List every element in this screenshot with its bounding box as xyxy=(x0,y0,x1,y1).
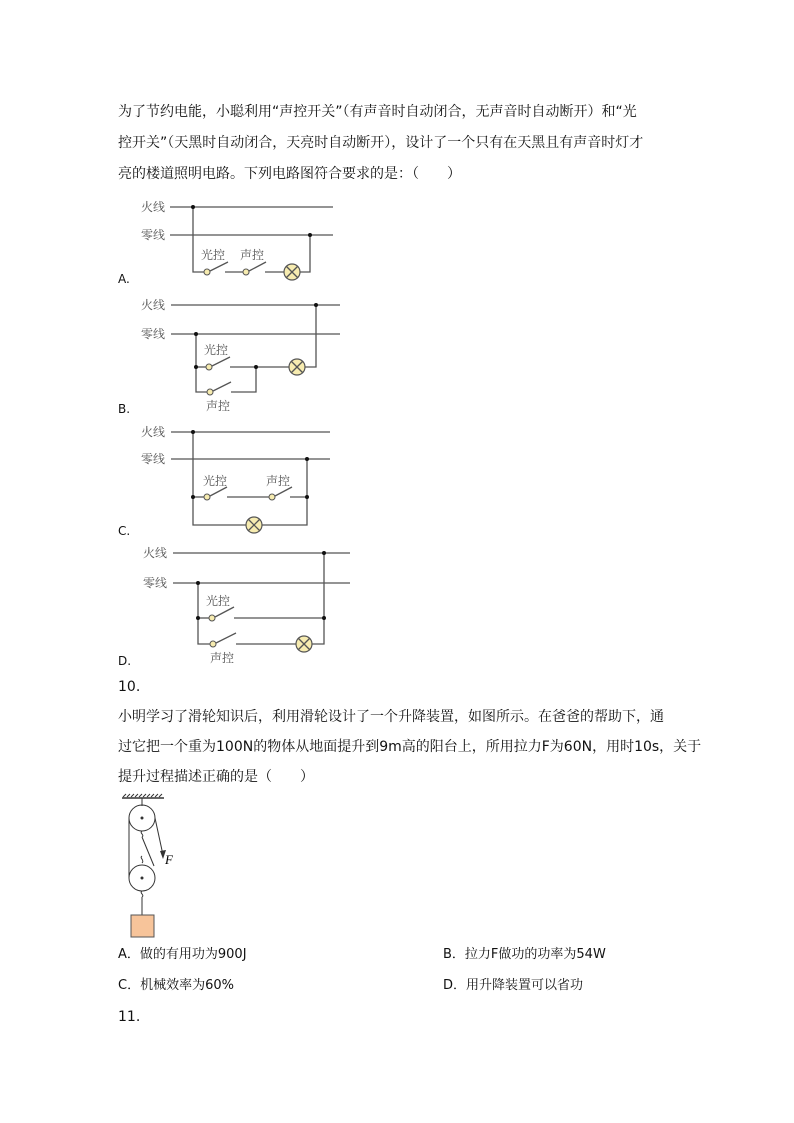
q10-option-b: B．拉力F做功的功率为54W xyxy=(443,947,606,962)
switch-label: 光控 xyxy=(203,474,228,488)
q10-option-d: D．用升降装置可以省功 xyxy=(443,978,584,993)
q10-text-line-2: 过它把一个重为100N的物体从地面提升到9m高的阳台上，所用拉力F为60N，用时10s，关于 xyxy=(118,739,702,755)
q9-text-line-2: 控开关”（天黑时自动闭合，天亮时自动断开），设计了一个只有在天黑且有声音时灯才 xyxy=(118,135,644,151)
option-b-label: B. xyxy=(118,402,131,416)
q10-option-a: A．做的有用功为900J xyxy=(118,947,247,962)
q11-number: 11. xyxy=(118,1009,141,1025)
neutral-wire-label: 零线 xyxy=(141,327,166,341)
switch-label: 光控 xyxy=(206,594,231,608)
q10-number: 10. xyxy=(118,679,141,695)
switch-label: 声控 xyxy=(240,248,265,262)
switch-label: 声控 xyxy=(210,651,235,665)
live-wire-label: 火线 xyxy=(141,298,166,312)
live-wire-label: 火线 xyxy=(141,425,166,439)
switch-label: 声控 xyxy=(266,474,291,488)
option-a-label: A. xyxy=(118,272,130,286)
load-block xyxy=(131,915,154,937)
live-wire-label: 火线 xyxy=(141,200,166,214)
switch-label: 光控 xyxy=(204,343,229,357)
option-c-label: C. xyxy=(118,524,131,538)
q10-text-line-1: 小明学习了滑轮知识后，利用滑轮设计了一个升降装置，如图所示。在爸爸的帮助下，通 xyxy=(118,709,664,725)
option-d-label: D. xyxy=(118,654,132,668)
neutral-wire-label: 零线 xyxy=(143,576,168,590)
q9-text-line-3: 亮的楼道照明电路。下列电路图符合要求的是：（ ） xyxy=(118,166,461,182)
neutral-wire-label: 零线 xyxy=(141,228,166,242)
switch-label: 光控 xyxy=(201,248,226,262)
live-wire-label: 火线 xyxy=(143,546,168,560)
neutral-wire-label: 零线 xyxy=(141,452,166,466)
force-label: F xyxy=(165,852,173,867)
q10-option-c: C．机械效率为60% xyxy=(118,978,234,993)
switch-label: 声控 xyxy=(206,399,231,413)
q10-text-line-3: 提升过程描述正确的是（ ） xyxy=(118,769,314,785)
q9-text-line-1: 为了节约电能，小聪利用“声控开关”（有声音时自动闭合，无声音时自动断开）和“光 xyxy=(118,104,637,120)
